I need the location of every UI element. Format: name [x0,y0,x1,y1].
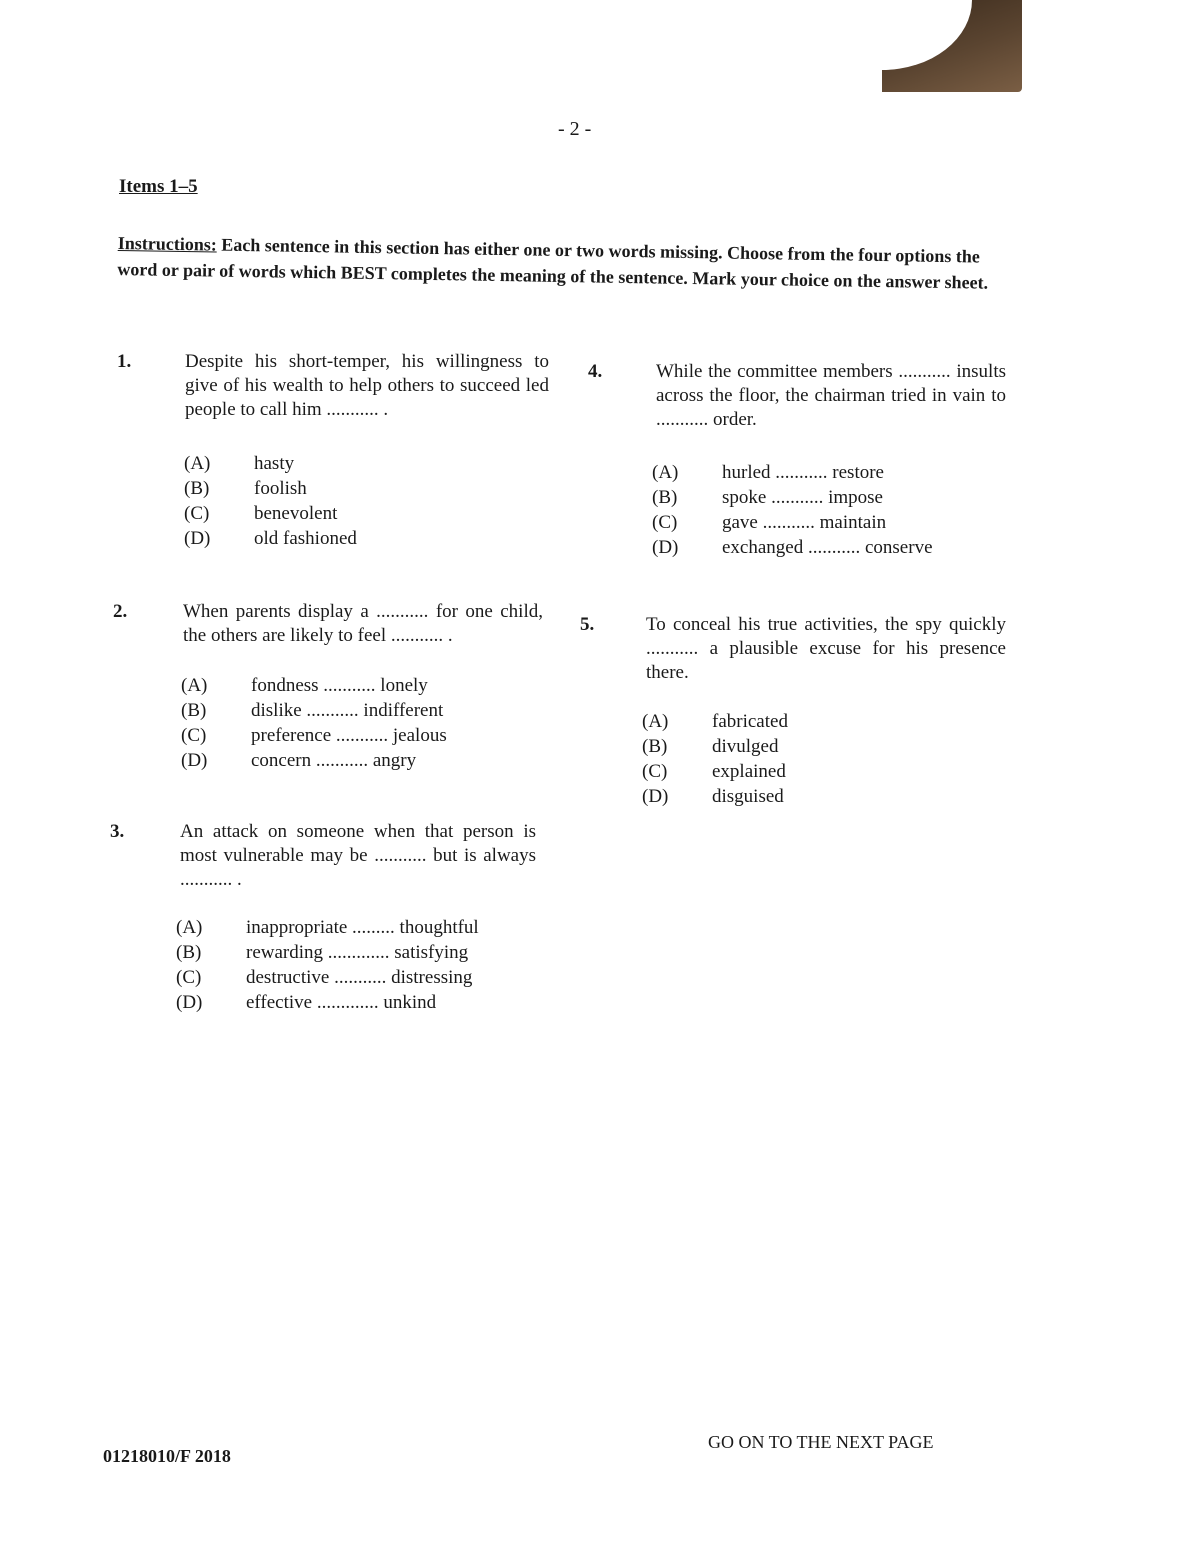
option-letter: (C) [176,967,202,988]
option-c[interactable] [642,760,788,785]
option-c[interactable] [176,966,479,991]
question-number: 1. [117,351,132,372]
option-letter: (A) [181,675,208,696]
question-number: 4. [588,361,603,382]
option-d[interactable] [176,991,479,1016]
option-a[interactable] [176,916,479,941]
option-letter: (D) [184,528,211,549]
option-c[interactable] [181,724,447,749]
option-letter: (B) [652,487,678,508]
question-stem: An attack on someone when that person is most vulnerable may be ........... but is always ........... . [180,821,536,890]
option-d[interactable] [184,527,357,552]
option-text: foolish [254,478,307,499]
option-list [181,674,447,774]
go-to-next-page: GO ON TO THE NEXT PAGE [708,1432,934,1452]
question-stem: Despite his short-temper, his willingness to give of his wealth to help others to succeed led people to call him ........... . [185,351,549,420]
option-d[interactable] [652,536,933,561]
option-letter: (D) [181,750,208,771]
option-text: benevolent [254,503,338,524]
option-list [652,461,933,561]
option-a[interactable] [642,710,788,735]
instructions [117,230,1002,296]
option-text: dislike ........... indifferent [251,700,444,721]
option-letter: (A) [642,711,669,732]
option-text: fondness ........... lonely [251,675,428,696]
option-text: old fashioned [254,528,357,549]
option-text: effective ............. unkind [246,992,437,1013]
paper-code: 01218010/F 2018 [103,1446,231,1466]
page-number: - 2 - [558,118,592,140]
option-text: fabricated [712,711,788,732]
option-b[interactable] [184,477,357,502]
option-text: disguised [712,786,784,807]
option-a[interactable] [181,674,447,699]
section-title: Items 1–5 [119,176,198,197]
option-letter: (C) [642,761,668,782]
option-c[interactable] [652,511,933,536]
option-text: gave ........... maintain [722,512,887,533]
option-a[interactable] [184,452,357,477]
option-d[interactable] [642,785,788,810]
option-letter: (B) [181,700,207,721]
option-text: preference ........... jealous [251,725,447,746]
option-text: concern ........... angry [251,750,417,771]
option-text: hasty [254,453,295,474]
question-stem: While the committee members ........... insults across the floor, the chairman tried in vain to ........... order. [656,361,1006,430]
option-letter: (D) [176,992,203,1013]
instructions-text: Each sentence in this section has either one or two words missing. Choose from the four options the word or pair of words which BEST completes the meaning of the sentence. Mark your choice on the answer sheet. [117,234,989,293]
option-letter: (A) [184,453,211,474]
option-text: spoke ........... impose [722,487,883,508]
option-a[interactable] [652,461,933,486]
question-stem: When parents display a ........... for one child, the others are likely to feel ........... . [183,601,543,646]
instructions-label: Instructions: [117,232,217,255]
option-letter: (C) [652,512,678,533]
option-text: destructive ........... distressing [246,967,473,988]
option-c[interactable] [184,502,357,527]
option-text: hurled ........... restore [722,462,884,483]
option-list [176,916,479,1016]
option-b[interactable] [181,699,447,724]
option-letter: (A) [652,462,679,483]
option-letter: (C) [181,725,207,746]
option-text: explained [712,761,786,782]
option-list [184,452,357,552]
option-letter: (B) [642,736,668,757]
question-number: 5. [580,614,595,635]
option-text: inappropriate ......... thoughtful [246,917,479,938]
option-b[interactable] [176,941,479,966]
question-number: 2. [113,601,128,622]
option-letter: (D) [642,786,669,807]
option-text: divulged [712,736,779,757]
option-d[interactable] [181,749,447,774]
option-letter: (A) [176,917,203,938]
option-letter: (D) [652,537,679,558]
option-b[interactable] [652,486,933,511]
question-number: 3. [110,821,125,842]
option-letter: (C) [184,503,210,524]
option-text: rewarding ............. satisfying [246,942,469,963]
option-list [642,710,788,810]
question-stem: To conceal his true activities, the spy quickly ........... a plausible excuse for his presence there. [646,614,1006,683]
option-text: exchanged ........... conserve [722,537,933,558]
option-letter: (B) [176,942,202,963]
option-letter: (B) [184,478,210,499]
option-b[interactable] [642,735,788,760]
